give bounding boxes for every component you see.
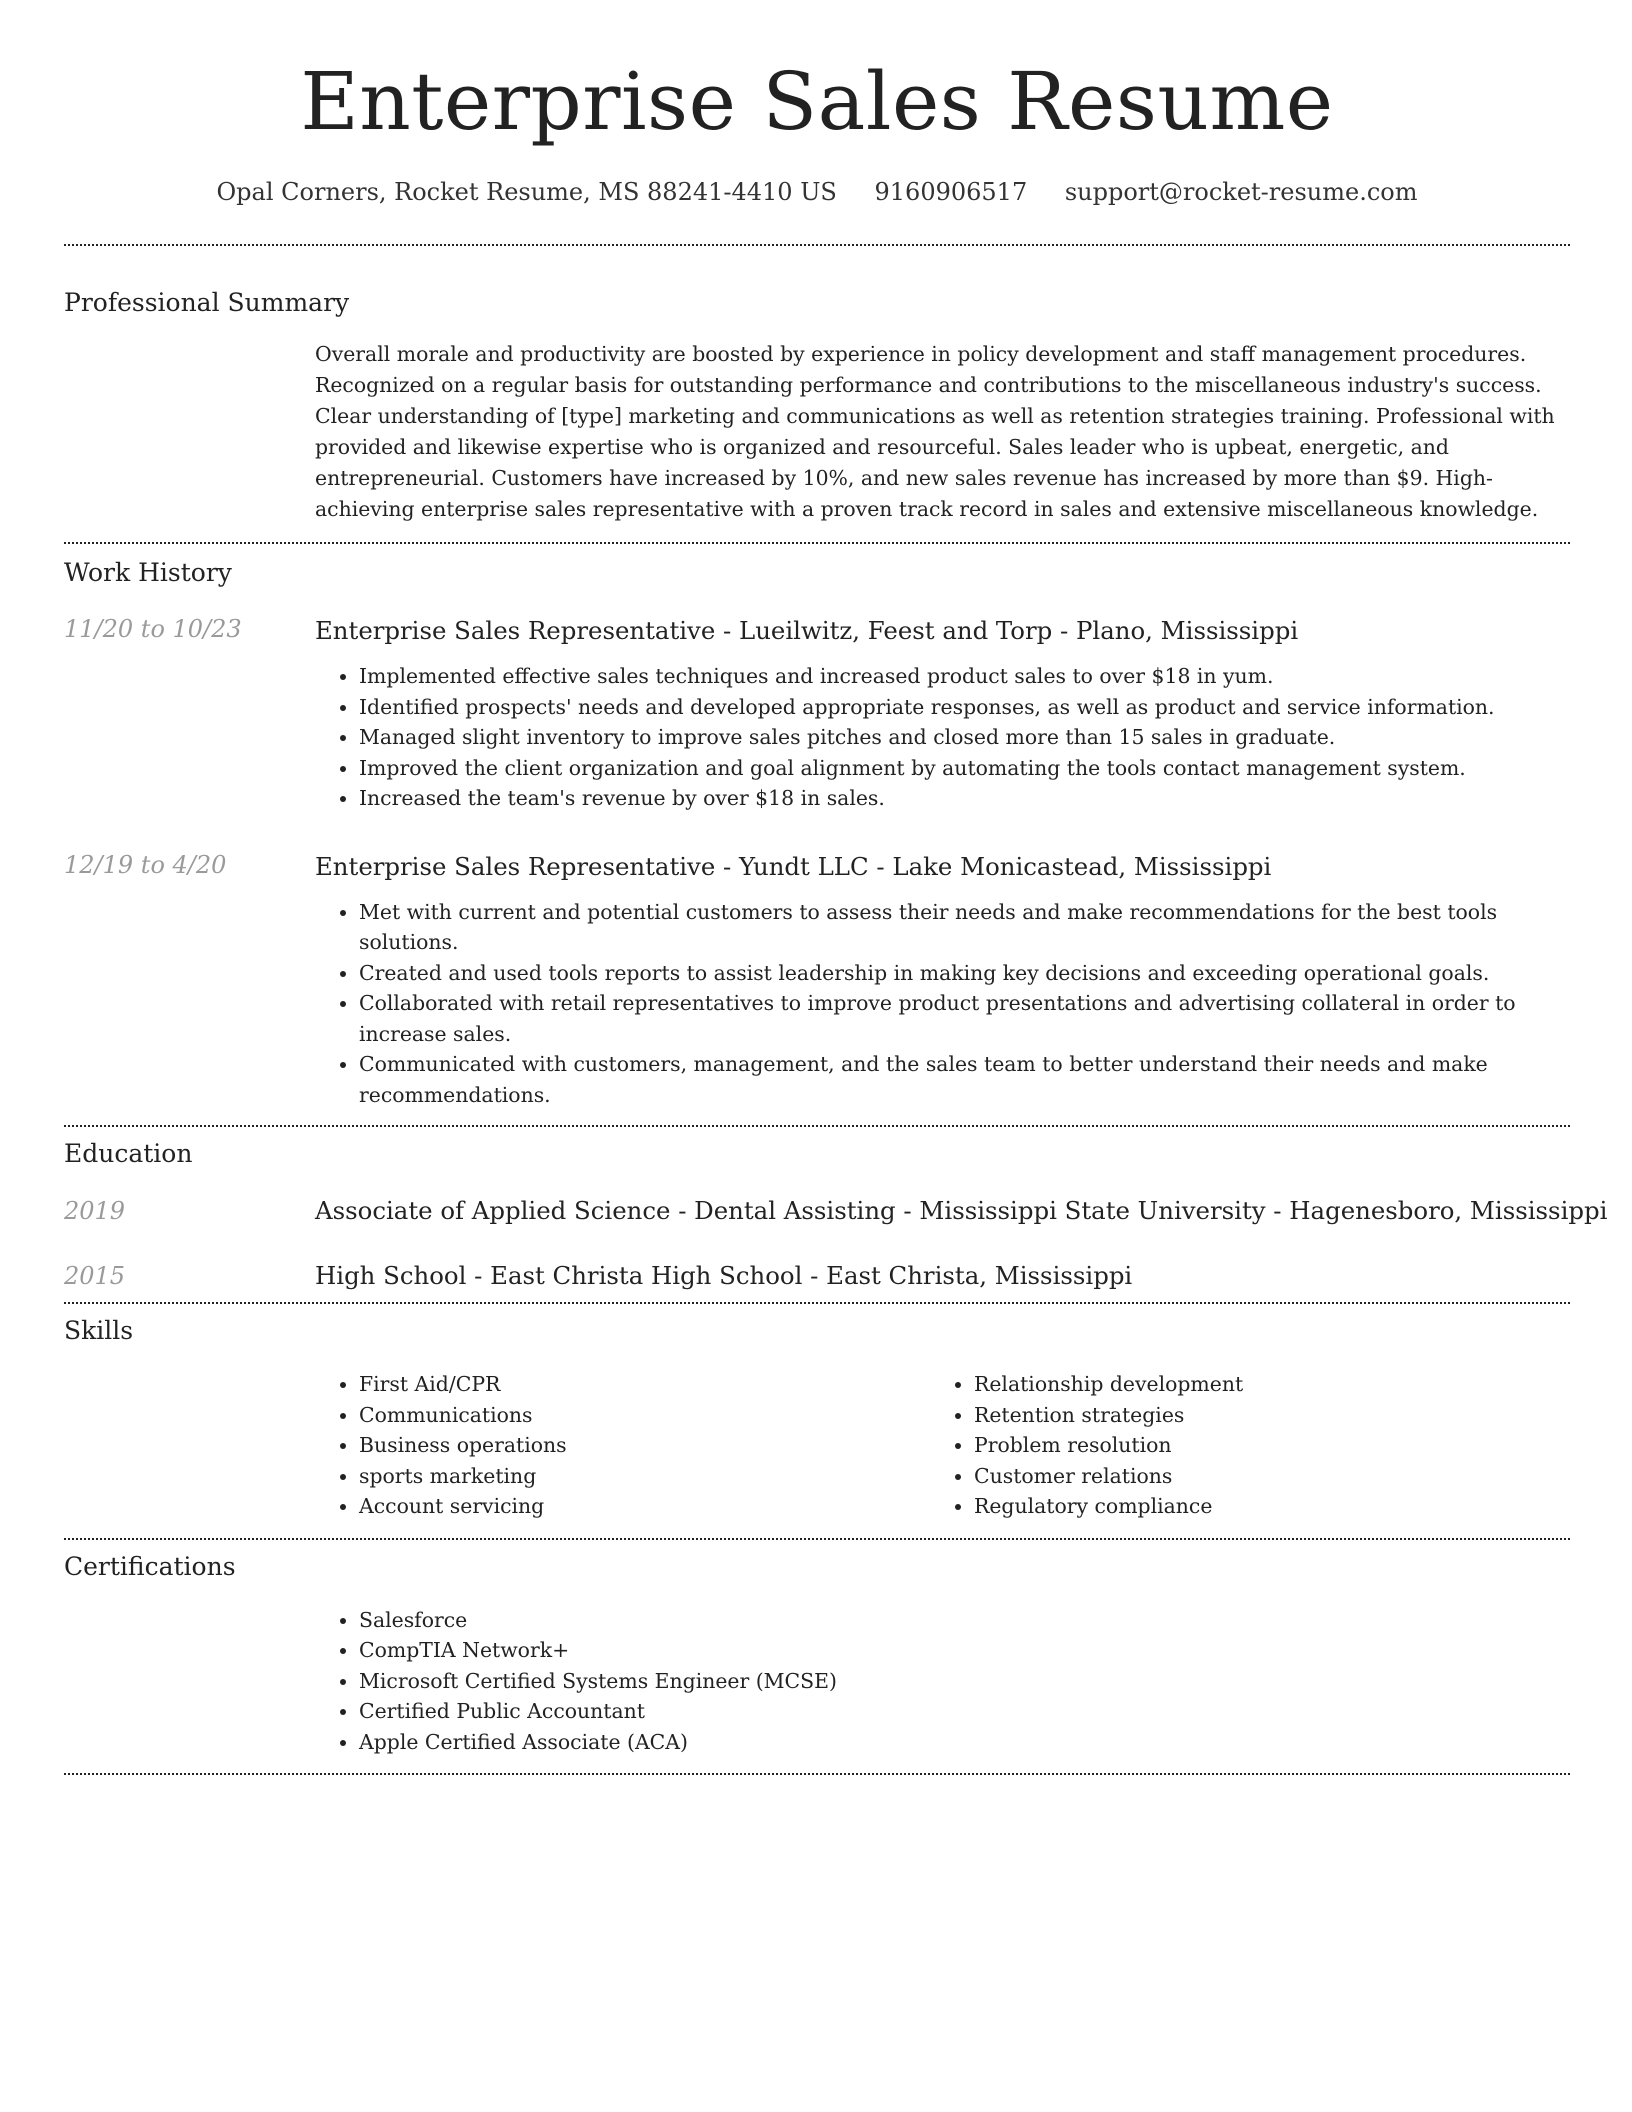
job-bullet: • Created and used tools reports to assist leadership in making key decisions and exceeding operational goals. [359,958,1570,989]
skills-section [64,1304,1570,1538]
job-date: 12/19 to 4/20 [64,850,227,879]
certifications-section [64,1540,1570,1774]
section-title-work-history: Work History [64,558,232,587]
resume-title: Enterprise Sales Resume [300,55,1334,148]
section-title-education: Education [64,1139,193,1168]
skills-columns [315,1369,1570,1522]
education-section [64,1127,1608,1302]
certifications-columns [315,1605,1570,1758]
section-divider [64,1773,1570,1775]
skills-list [315,1369,930,1522]
job-bullet: • Communicated with customers, management, and the sales team to better understand their needs and make recommendations. [359,1049,1570,1110]
job-entry [64,615,1570,814]
job-bullets [315,897,1570,1111]
skills-list [930,1369,1243,1522]
skill-item: • Account servicing [359,1491,930,1522]
skill-item: • Customer relations [974,1461,1243,1492]
section-title-summary: Professional Summary [64,288,350,317]
skill-item: • Communications [359,1400,930,1431]
certification-item: • Salesforce [359,1605,837,1636]
skill-item: • Problem resolution [974,1430,1243,1461]
resume-page [64,0,1608,1775]
education-date: 2019 [64,1197,126,1225]
summary-text: Overall morale and productivity are boosted by experience in policy development and staff management procedures. Recognized on a regular basis for outstanding performance and contributions to the miscellaneous industry's success. Clear understanding of [type] marketing and communications as well as retention strategies training. Professional with provided and likewise expertise who is organized and resourceful. Sales leader who is upbeat, energetic, and entrepreneurial. Customers have increased by 10%, and new sales revenue has increased by more than $9. High-achieving enterprise sales representative with a proven track record in sales and extensive miscellaneous knowledge. [315,342,1555,521]
summary-section [64,246,1570,542]
job-bullet: • Met with current and potential customers to assess their needs and make recommendations for the best tools solutions. [359,897,1570,958]
job-bullet: • Identified prospects' needs and developed appropriate responses, as well as product and service information. [359,692,1570,723]
job-date: 11/20 to 10/23 [64,615,242,643]
job-bullet: • Increased the team's revenue by over $18 in sales. [359,783,1570,814]
section-title-skills: Skills [64,1316,134,1345]
skill-item: • Retention strategies [974,1400,1243,1431]
skill-item: • First Aid/CPR [359,1369,930,1400]
education-entry [64,1261,1570,1290]
job-bullet: • Improved the client organization and goal alignment by automating the tools contact management system. [359,753,1570,784]
job-title: Enterprise Sales Representative - Lueilwitz, Feest and Torp - Plano, Mississippi [315,616,1299,645]
certification-item: • Certified Public Accountant [359,1696,837,1727]
certifications-list [315,1605,837,1758]
certification-item: • Apple Certified Associate (ACA) [359,1727,837,1758]
skill-item: • sports marketing [359,1461,930,1492]
job-bullets [315,661,1570,814]
education-entry [64,1196,1608,1225]
contact-email: support@rocket-resume.com [1064,178,1418,206]
section-title-certifications: Certifications [64,1551,236,1581]
contact-line [64,178,1570,206]
contact-phone: 9160906517 [874,178,1028,206]
contact-address: Opal Corners, Rocket Resume, MS 88241-4410 US [216,178,837,206]
skill-item: • Relationship development [974,1369,1243,1400]
education-date: 2015 [64,1262,126,1290]
certification-item: • Microsoft Certified Systems Engineer (MCSE) [359,1666,837,1697]
education-text: Associate of Applied Science - Dental Assisting - Mississippi State University - Hagenesboro, Mississippi [315,1196,1608,1225]
job-bullet: • Implemented effective sales techniques and increased product sales to over $18 in yum. [359,661,1570,692]
work-history-section [64,544,1570,1125]
job-entry [64,851,1570,1111]
skill-item: • Regulatory compliance [974,1491,1243,1522]
job-bullet: • Managed slight inventory to improve sales pitches and closed more than 15 sales in graduate. [359,722,1570,753]
job-title: Enterprise Sales Representative - Yundt LLC - Lake Monicastead, Mississippi [315,851,1272,881]
job-bullet: • Collaborated with retail representatives to improve product presentations and advertising collateral in order to increase sales. [359,988,1570,1049]
skill-item: • Business operations [359,1430,930,1461]
certification-item: • CompTIA Network+ [359,1635,837,1666]
education-text: High School - East Christa High School - East Christa, Mississippi [315,1261,1133,1290]
